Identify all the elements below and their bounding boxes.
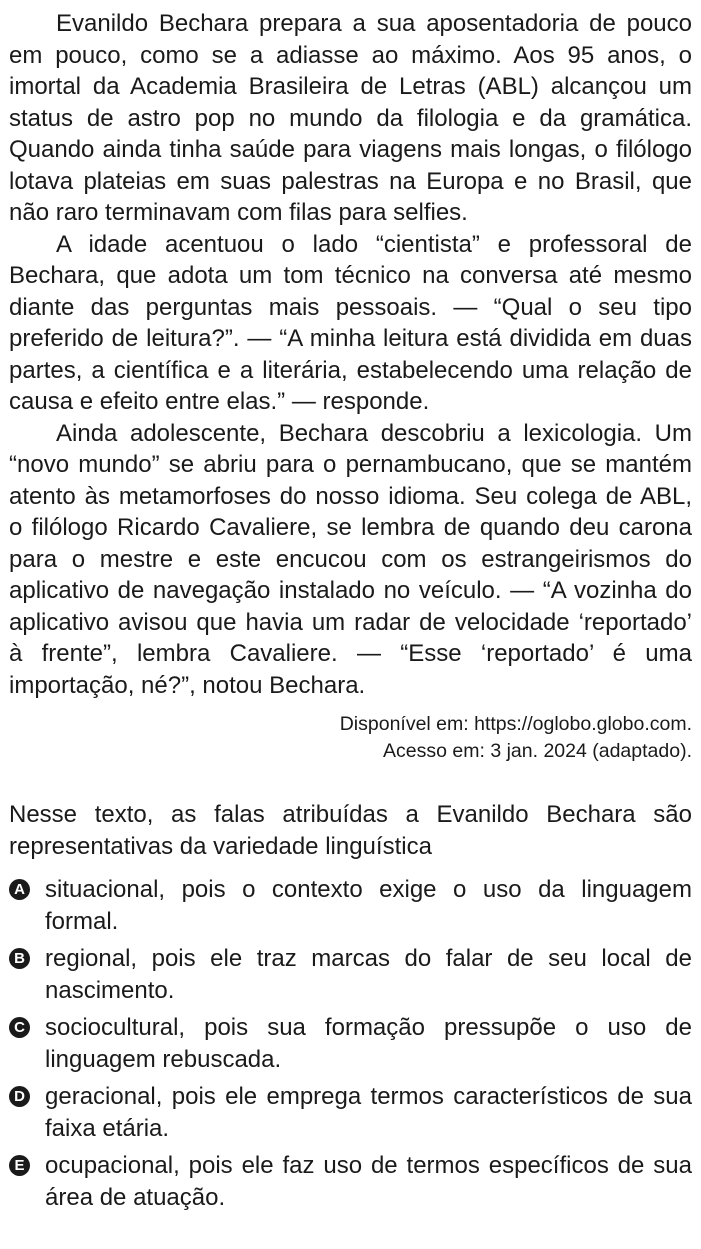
option-b-text: regional, pois ele traz marcas do falar de seu local de nascimento. [45, 945, 692, 1004]
option-d[interactable] [9, 1081, 692, 1144]
answer-options [9, 874, 692, 1213]
question-stem: Nesse texto, as falas atribuídas a Evanildo Bechara são representativas da variedade linguística [9, 801, 692, 860]
source-url-line: Disponível em: https://oglobo.globo.com. [339, 713, 692, 735]
option-e-letter-badge: E [9, 1155, 30, 1176]
option-a-text: situacional, pois o contexto exige o uso da linguagem formal. [45, 876, 692, 935]
option-b[interactable] [9, 943, 692, 1006]
article-text [9, 8, 692, 701]
option-c[interactable] [9, 1012, 692, 1075]
article-paragraph-1: Evanildo Bechara prepara a sua aposentadoria de pouco em pouco, como se a adiasse ao máximo. Aos 95 anos, o imortal da Academia Brasileira de Letras (ABL) alcançou um status de astro pop no mundo da filologia e da gramática. Quando ainda tinha saúde para viagens mais longas, o filólogo lotava plateias em suas palestras na Europa e no Brasil, que não raro terminavam com filas para selfies. [9, 10, 692, 226]
option-a[interactable] [9, 874, 692, 937]
article-paragraph-3: Ainda adolescente, Bechara descobriu a lexicologia. Um “novo mundo” se abriu para o pernambucano, que se mantém atento às metamorfoses do nosso idioma. Seu colega de ABL, o filólogo Ricardo Cavaliere, se lembra de quando deu carona para o mestre e este encucou com os estrangeirismos do aplicativo de navegação instalado no veículo. — “A vozinha do aplicativo avisou que havia um radar de velocidade ‘reportado’ à frente”, lembra Cavaliere. — “Esse ‘reportado’ é uma importação, né?”, notou Bechara. [9, 419, 692, 699]
option-d-letter-badge: D [9, 1086, 30, 1107]
article-paragraph-2: A idade acentuou o lado “cientista” e professoral de Bechara, que adota um tom técnico na conversa até mesmo diante das perguntas mais pessoais. — “Qual o seu tipo preferido de leitura?”. — “A minha leitura está dividida em duas partes, a científica e a literária, estabelecendo uma relação de causa e efeito entre elas.” — responde. [9, 230, 692, 415]
option-b-letter-badge: B [9, 948, 30, 969]
option-e-text: ocupacional, pois ele faz uso de termos específicos de sua área de atuação. [45, 1152, 692, 1211]
source-access-line: Acesso em: 3 jan. 2024 (adaptado). [383, 740, 692, 762]
option-e[interactable] [9, 1150, 692, 1213]
option-a-letter-badge: A [9, 879, 30, 900]
source-citation [9, 711, 692, 765]
option-c-letter-badge: C [9, 1017, 30, 1038]
option-c-text: sociocultural, pois sua formação pressupõe o uso de linguagem rebuscada. [45, 1014, 692, 1073]
option-d-text: geracional, pois ele emprega termos característicos de sua faixa etária. [45, 1083, 692, 1142]
